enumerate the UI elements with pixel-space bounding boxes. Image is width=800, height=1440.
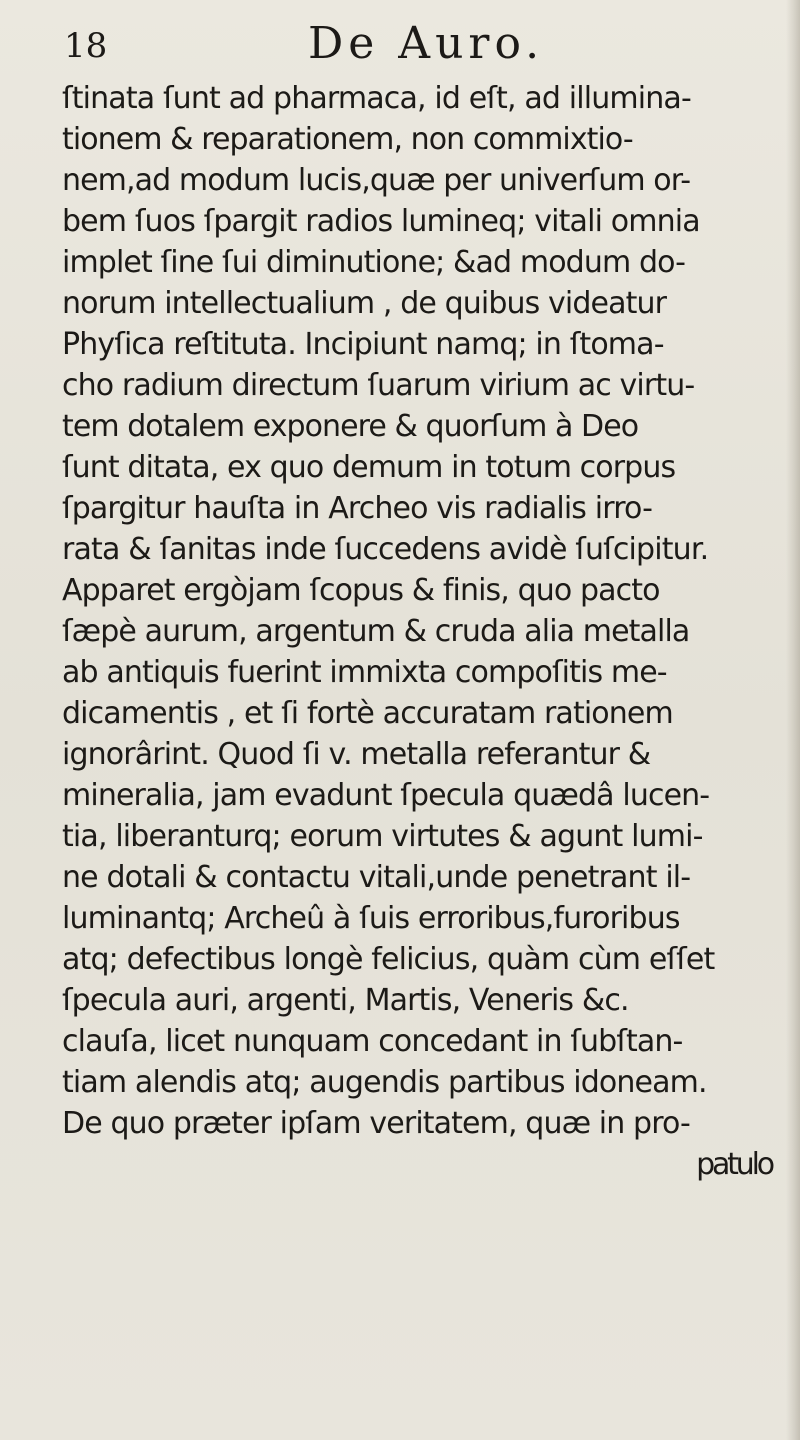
text-line: ſpargitur hauſta in Archeo vis radialis irro-	[62, 491, 653, 526]
text-line: ſpecula auri, argenti, Martis, Veneris &c.	[62, 983, 629, 1018]
text-line: ſunt ditata, ex quo demum in totum corpus	[62, 450, 676, 485]
text-line: ab antiquis fuerint immixta compoſitis me-	[62, 655, 667, 690]
text-line: tia, liberanturq; eorum virtutes & agunt lumi-	[62, 819, 703, 854]
text-line: tiam alendis atq; augendis partibus idoneam.	[62, 1065, 707, 1100]
text-line: Phyſica reſtituta. Incipiunt namq; in ſtoma-	[62, 327, 664, 362]
text-line: luminantq; Archeû à ſuis erroribus,furoribus	[62, 901, 680, 936]
text-line: ignorârint. Quod ſi v. metalla referantur &	[62, 737, 651, 772]
text-line: tem dotalem exponere & quorſum à Deo	[62, 409, 639, 444]
text-line: ſtinata ſunt ad pharmaca, id eſt, ad illumina-	[62, 81, 691, 116]
body-text	[62, 78, 790, 1185]
text-line: rata & ſanitas inde ſuccedens avidè ſuſcipitur.	[62, 532, 709, 567]
text-line: De quo præter ipſam veritatem, quæ in pro-	[62, 1106, 690, 1141]
text-line: ſæpè aurum, argentum & cruda alia metalla	[62, 614, 690, 649]
text-line: nem,ad modum lucis,quæ per univerſum or-	[62, 163, 691, 198]
text-line: implet ſine ſui diminutione; &ad modum do-	[62, 245, 686, 280]
page-header	[0, 18, 800, 74]
text-line: bem ſuos ſpargit radios lumineq; vitali omnia	[62, 204, 700, 239]
catchword: patulo	[696, 1147, 772, 1182]
text-line: dicamentis , et ſi fortè accuratam rationem	[62, 696, 673, 731]
page-number: 18	[64, 26, 108, 66]
text-line: ne dotali & contactu vitali,unde penetrant il-	[62, 860, 691, 895]
text-line: atq; defectibus longè felicius, quàm cùm eſſet	[62, 942, 715, 977]
text-line: tionem & reparationem, non commixtio-	[62, 122, 633, 157]
text-line: norum intellectualium , de quibus videatur	[62, 286, 667, 321]
text-line: mineralia, jam evadunt ſpecula quædâ lucen-	[62, 778, 710, 813]
running-head: De Auro.	[308, 18, 545, 69]
text-line: clauſa, licet nunquam concedant in ſubſtan-	[62, 1024, 683, 1059]
text-line: cho radium directum ſuarum virium ac virtu-	[62, 368, 695, 403]
text-line: Apparet ergòjam ſcopus & finis, quo pacto	[62, 573, 660, 608]
